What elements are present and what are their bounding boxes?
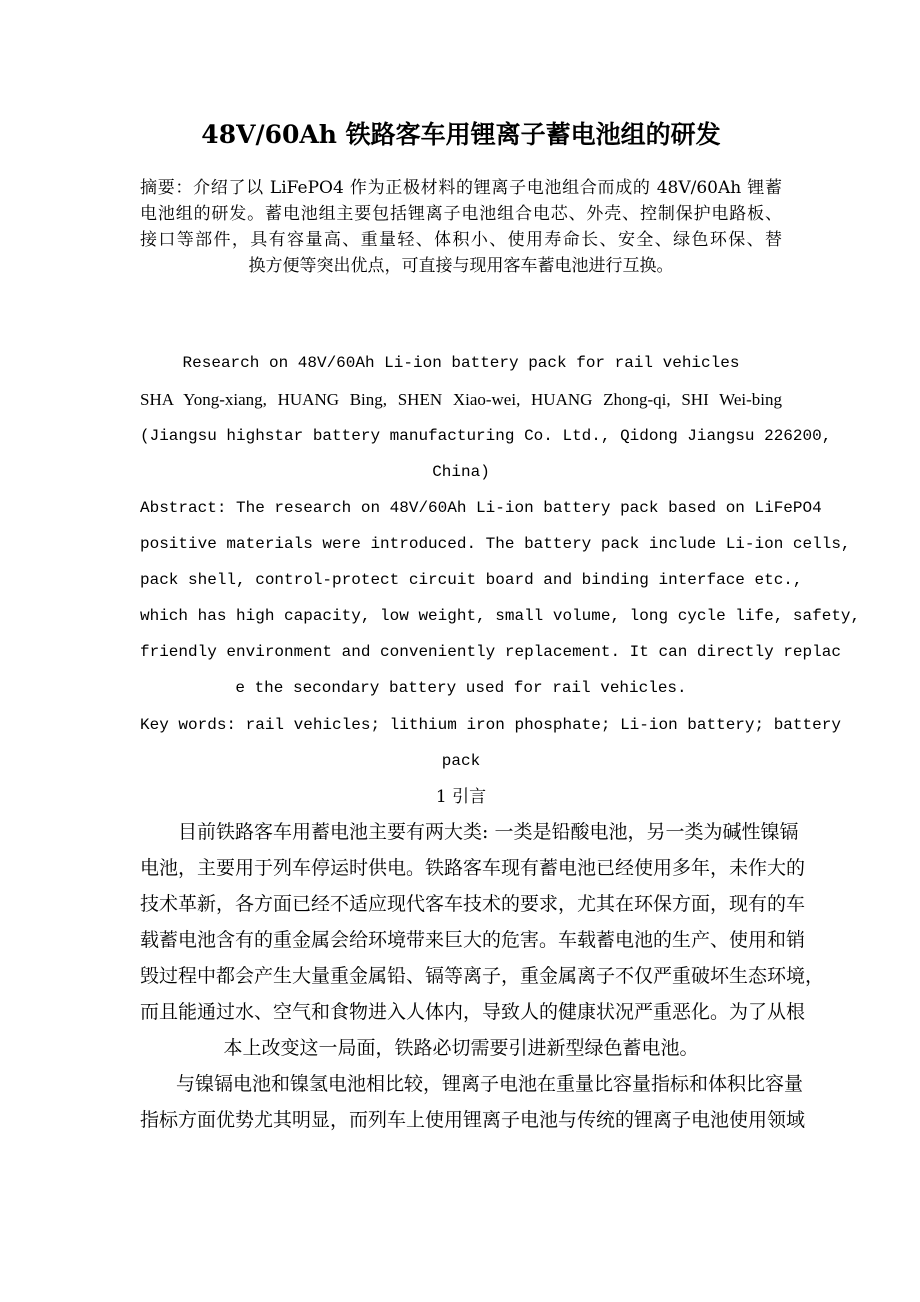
section-heading: 1 引言 [435, 787, 487, 807]
abstract-en-line: friendly environment and conveniently replacement. It can directly replac [140, 643, 841, 661]
affiliation-line: (Jiangsu highstar battery manufacturing Co. Ltd., Qidong Jiangsu 226200, [140, 427, 832, 445]
abstract-en-line: positive materials were introduced. The battery pack include Li-ion cells, [140, 535, 851, 553]
body-line: 指标方面优势尤其明显，而列车上使用锂离子电池与传统的锂离子电池使用领域 [140, 1109, 806, 1131]
abstract-cn-line: 换方便等突出优点，可直接与现用客车蓄电池进行互换。 [248, 256, 674, 276]
abstract-cn-line: 摘要：介绍了以 LiFePO4 作为正极材料的锂离子电池组合而成的 48V/60Ah 锂蓄 [140, 178, 782, 198]
body-line: 毁过程中都会产生大量重金属铅、镉等离子，重金属离子不仅严重破坏生态环境， [140, 965, 825, 987]
body-line: 本上改变这一局面，铁路必切需要引进新型绿色蓄电池。 [223, 1037, 699, 1059]
abstract-cn-line: 电池组的研发。蓄电池组主要包括锂离子电池组合电芯、外壳、控制保护电路板、 [140, 204, 782, 224]
abstract-en-line: e the secondary battery used for rail vehicles. [235, 679, 687, 697]
affiliation-line: China) [432, 463, 490, 481]
body-line: 载蓄电池含有的重金属会给环境带来巨大的危害。车载蓄电池的生产、使用和销 [140, 929, 806, 951]
abstract-cn-line: 接口等部件，具有容量高、重量轻、体积小、使用寿命长、安全、绿色环保、替 [140, 230, 782, 250]
body-line: 而且能通过水、空气和食物进入人体内，导致人的健康状况严重恶化。为了从根 [140, 1001, 806, 1023]
body-line: 与镍镉电池和镍氢电池相比较，锂离子电池在重量比容量指标和体积比容量 [176, 1073, 804, 1095]
body-line: 技术革新，各方面已经不适应现代客车技术的要求，尤其在环保方面，现有的车 [140, 893, 806, 915]
abstract-en-line: which has high capacity, low weight, small volume, long cycle life, safety, [140, 607, 861, 625]
abstract-en-line: pack shell, control-protect circuit board and binding interface etc., [140, 571, 803, 589]
english-title: Research on 48V/60Ah Li-ion battery pack for rail vehicles [182, 354, 740, 372]
abstract-en-line: Abstract: The research on 48V/60Ah Li-ion battery pack based on LiFePO4 [140, 499, 822, 517]
body-line: 目前铁路客车用蓄电池主要有两大类: 一类是铅酸电池，另一类为碱性镍镉 [178, 821, 799, 843]
document-title: 48V/60Ah 铁路客车用锂离子蓄电池组的研发 [201, 120, 721, 149]
authors: SHA Yong-xiang, HUANG Bing, SHEN Xiao-wei, HUANG Zhong-qi, SHI Wei-bing [140, 390, 782, 409]
keywords-line: pack [441, 752, 481, 770]
keywords-line: Key words: rail vehicles; lithium iron phosphate; Li-ion battery; battery [140, 716, 841, 734]
body-line: 电池，主要用于列车停运时供电。铁路客车现有蓄电池已经使用多年，未作大的 [140, 857, 806, 879]
